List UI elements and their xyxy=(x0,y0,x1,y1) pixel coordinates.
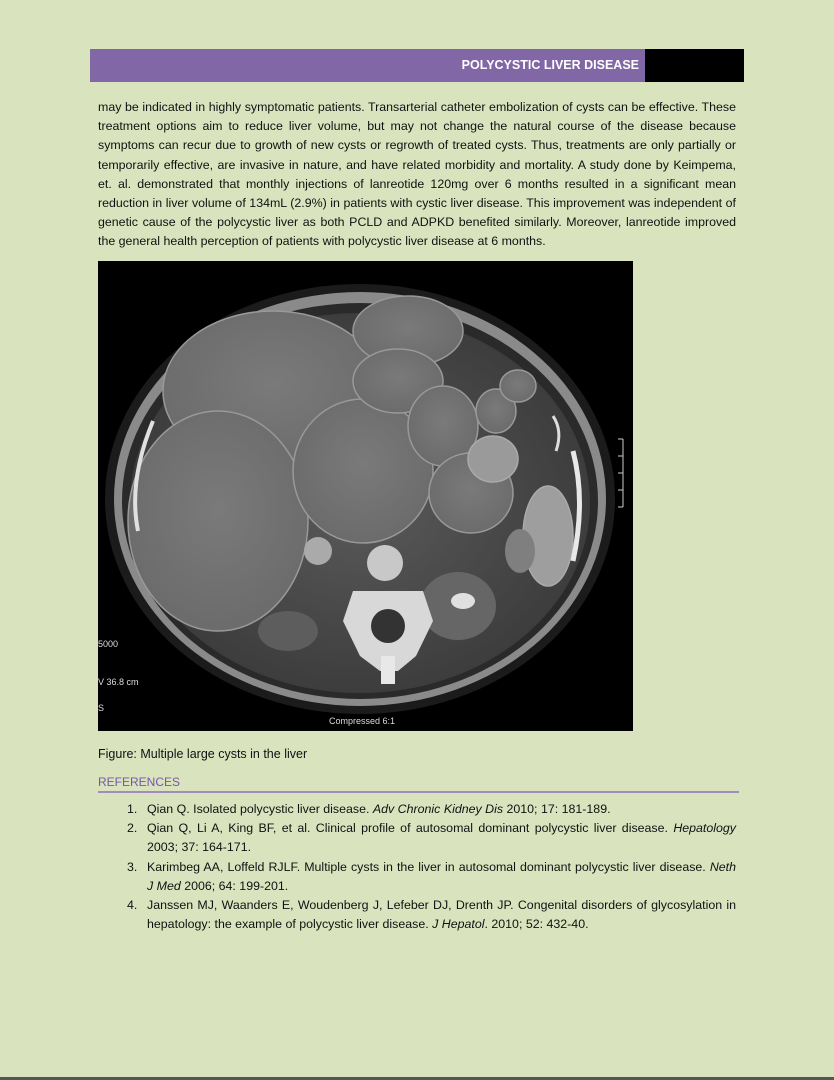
ct-scan-image xyxy=(98,261,633,731)
reference-journal: Adv Chronic Kidney Dis xyxy=(372,802,504,816)
reference-citation: . 2010; 52: 432-40. xyxy=(484,917,589,932)
ct-overlay-orientation: S xyxy=(98,703,105,713)
ct-overlay-fov: V 36.8 cm xyxy=(98,677,139,687)
reference-journal: Hepatology xyxy=(673,821,736,836)
header-title: POLYCYSTIC LIVER DISEASE xyxy=(461,58,639,72)
ct-scan-figure xyxy=(98,261,633,731)
reference-item xyxy=(98,819,736,857)
reference-item xyxy=(98,896,736,934)
reference-journal: J Hepatol xyxy=(432,917,485,932)
reference-text: Karimbeg AA, Loffeld RJLF. Multiple cysts in the liver in autosomal dominant polycystic liver disease. xyxy=(147,859,710,874)
reference-text: Qian Q, Li A, King BF, et al. Clinical profile of autosomal dominant polycystic liver disease. xyxy=(147,821,674,836)
reference-number: 3. xyxy=(127,859,138,874)
reference-item xyxy=(98,858,736,896)
ct-overlay-window: 5000 xyxy=(98,639,119,649)
figure-caption: Figure: Multiple large cysts in the liver xyxy=(98,747,308,761)
header-black-block xyxy=(645,49,744,82)
reference-citation: 2010; 17: 181-189. xyxy=(503,802,611,816)
reference-text: Janssen MJ, Waanders E, Woudenberg J, Lefeber DJ, Drenth JP. Congenital disorders of glycosylation in hepatology: the example of polycystic liver disease. xyxy=(147,898,736,932)
references-list xyxy=(98,800,736,934)
reference-text: Qian Q. Isolated polycystic liver disease. xyxy=(147,802,373,816)
reference-number: 1. xyxy=(127,802,138,816)
reference-citation: 2006; 64: 199-201. xyxy=(180,878,289,893)
reference-number: 2. xyxy=(127,821,138,836)
references-heading: REFERENCES xyxy=(98,775,739,793)
page-header xyxy=(90,49,744,82)
reference-item xyxy=(98,800,736,819)
reference-journal: Neth J Med xyxy=(147,859,736,893)
reference-number: 4. xyxy=(127,898,138,913)
reference-citation: 2003; 37: 164-171. xyxy=(147,840,252,855)
body-paragraph: may be indicated in highly symptomatic patients. Transarterial catheter embolization of cysts can be effective. These treatment options aim to reduce liver volume, but may not change the natural course of the disease because symptoms can recur due to growth of new cysts or regrowth of treated cysts. Thus, treatments are only partially or temporarily effective, are invasive in nature, and have related morbidity and mortality. A study done by Keimpema, et. al. demonstrated that monthly injections of lanreotide 120mg over 6 months resulted in a significant mean reduction in liver volume of 134mL (2.9%) in patients with cystic liver disease. This improvement was independent of genetic cause of the polycystic liver as both PCLD and ADPKD benefited similarly. Moreover, lanreotide improved the general health perception of patients with polycystic liver disease at 6 months. xyxy=(98,100,736,249)
ct-overlay-compression: Compressed 6:1 xyxy=(329,716,396,726)
